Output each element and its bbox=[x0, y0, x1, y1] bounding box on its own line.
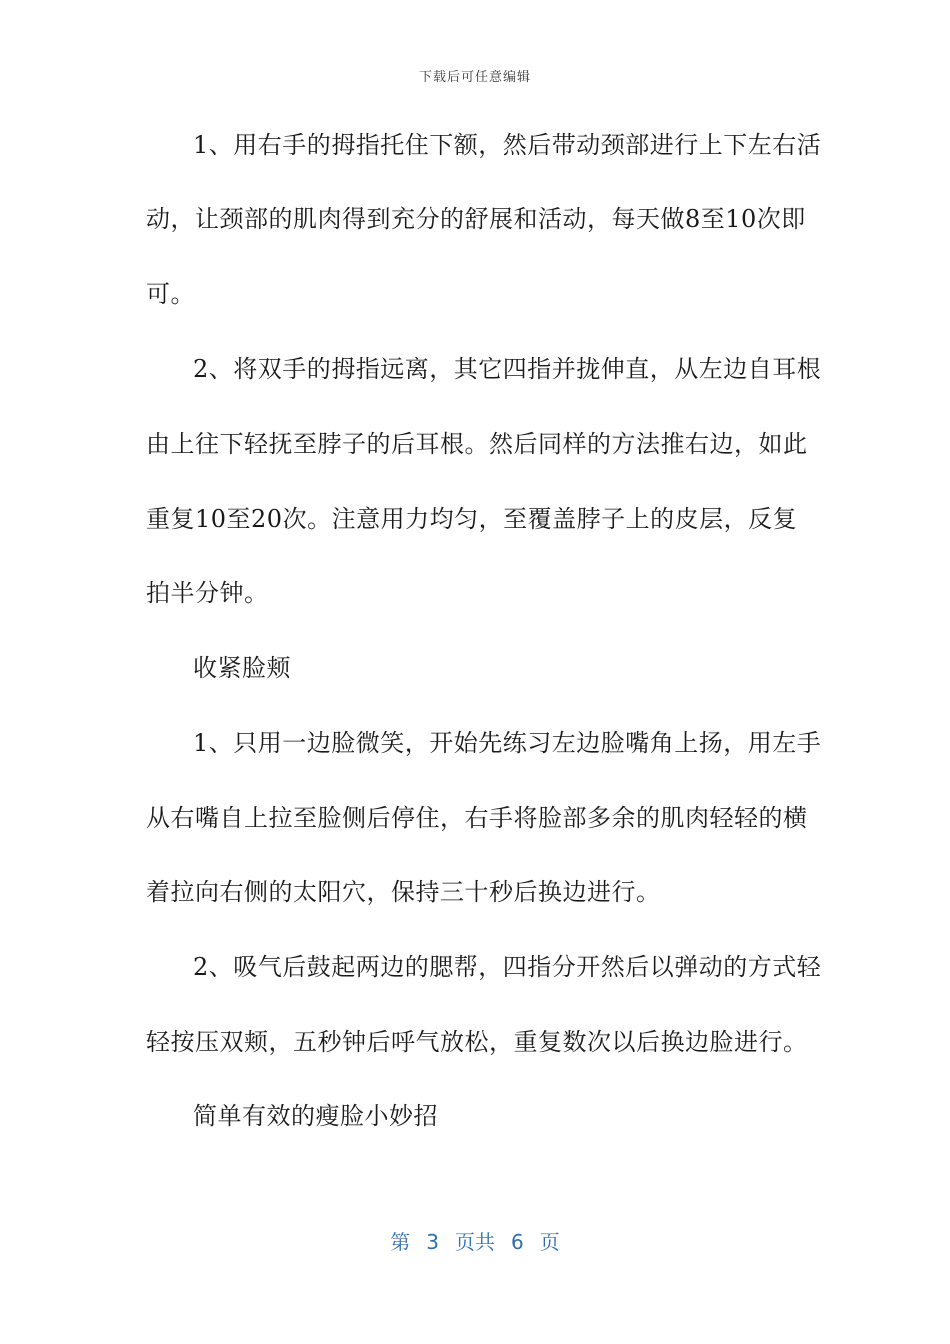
paragraph-line: 着拉向右侧的太阳穴，保持三十秒后换边进行。 bbox=[146, 878, 661, 906]
paragraph-line: 可。 bbox=[146, 280, 195, 308]
paragraph-line: 重复10至20次。注意用力均匀，至覆盖脖子上的皮层，反复 bbox=[146, 505, 798, 533]
section-heading: 收紧脸颊 bbox=[193, 654, 291, 682]
footer-middle: 页共 bbox=[455, 1230, 495, 1254]
paragraph-line: 从右嘴自上拉至脸侧后停住，右手将脸部多余的肌肉轻轻的横 bbox=[146, 804, 808, 832]
paragraph-line: 1、只用一边脸微笑，开始先练习左边脸嘴角上扬，用左手 bbox=[193, 729, 822, 757]
section-heading: 简单有效的瘦脸小妙招 bbox=[193, 1102, 438, 1130]
paragraph-line: 拍半分钟。 bbox=[146, 579, 269, 607]
page-header-note: 下载后可任意编辑 bbox=[418, 70, 531, 85]
paragraph-line: 1、用右手的拇指托住下额，然后带动颈部进行上下左右活 bbox=[193, 131, 822, 159]
current-page-number: 3 bbox=[426, 1230, 439, 1254]
page-number-footer bbox=[0, 1226, 950, 1255]
paragraph-line: 2、将双手的拇指远离，其它四指并拢伸直，从左边自耳根 bbox=[193, 355, 822, 383]
total-page-number: 6 bbox=[511, 1230, 524, 1254]
paragraph-line: 2、吸气后鼓起两边的腮帮，四指分开然后以弹动的方式轻 bbox=[193, 953, 822, 981]
paragraph-line: 动，让颈部的肌肉得到充分的舒展和活动，每天做8至10次即 bbox=[146, 205, 806, 233]
paragraph-line: 由上往下轻抚至脖子的后耳根。然后同样的方法推右边，如此 bbox=[146, 430, 808, 458]
paragraph-line: 轻按压双颊，五秒钟后呼气放松，重复数次以后换边脸进行。 bbox=[146, 1028, 808, 1056]
footer-prefix: 第 bbox=[390, 1230, 411, 1254]
footer-suffix: 页 bbox=[539, 1230, 560, 1254]
